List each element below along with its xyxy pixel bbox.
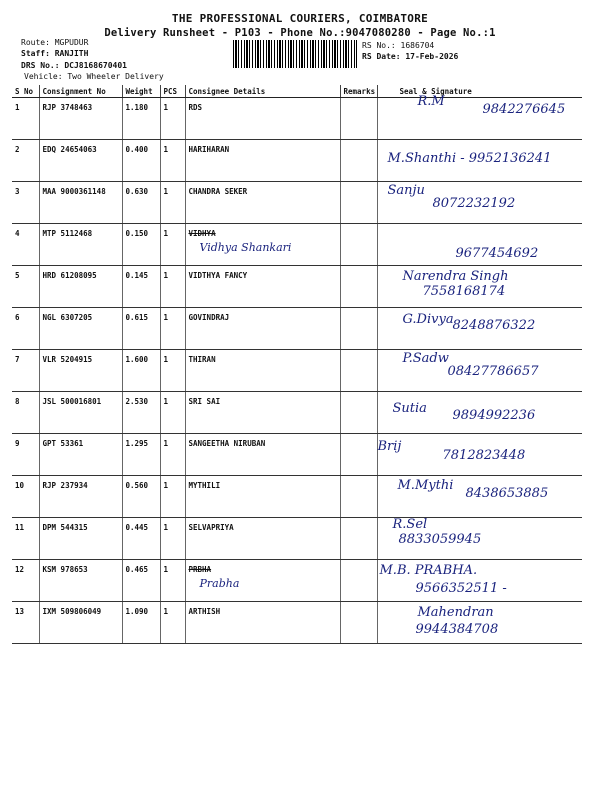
weight-cell [122, 182, 160, 224]
weight-cell-text: 1.090 [125, 607, 149, 616]
table-row [12, 476, 582, 518]
handwritten-name: Vidhya Shankari [199, 241, 292, 254]
drs-number: DRS No.: DCJ8168670401 [21, 61, 127, 70]
sno-cell-text: 5 [15, 271, 20, 280]
consignment-cell-text: DPM 544315 [42, 523, 88, 532]
pcs-cell-text: 1 [163, 313, 169, 322]
route-text: Route: MGPUDUR [21, 38, 89, 47]
consignee-cell [185, 224, 340, 266]
consignee-cell [185, 602, 340, 644]
signature-cell [377, 224, 582, 266]
signature-cell [377, 476, 582, 518]
handwritten-phone: 08427786657 [447, 364, 539, 379]
consignee-cell-text: MYTHILI [188, 481, 221, 490]
consignment-cell-text: EDQ 24654063 [42, 145, 97, 154]
pcs-cell-text: 1 [163, 145, 169, 154]
weight-cell-text: 0.560 [125, 481, 149, 490]
consignment-cell [39, 518, 122, 560]
consignee-cell-text: PRBHA [188, 565, 212, 574]
handwritten-signature: Mahendran [417, 605, 494, 620]
remarks-cell [340, 518, 377, 560]
signature-cell [377, 350, 582, 392]
col-consignee: Consignee Details [185, 85, 340, 98]
pcs-cell [160, 518, 185, 560]
remarks-cell [340, 308, 377, 350]
pcs-cell [160, 140, 185, 182]
consignment-cell [39, 182, 122, 224]
handwritten-signature: M.Shanthi - 9952136241 [387, 151, 552, 166]
sno-cell [12, 476, 39, 518]
remarks-cell [340, 476, 377, 518]
consignee-cell [185, 518, 340, 560]
sno-cell [12, 98, 39, 140]
vehicle-text: Vehicle: Two Wheeler Delivery [24, 72, 164, 81]
table-row [12, 98, 582, 140]
pcs-cell [160, 476, 185, 518]
pcs-cell [160, 560, 185, 602]
consignment-cell [39, 434, 122, 476]
sno-cell-text: 10 [15, 481, 25, 490]
staff-text: Staff: RANJITH [21, 49, 89, 58]
table-row [12, 350, 582, 392]
pcs-cell [160, 182, 185, 224]
sno-cell [12, 140, 39, 182]
weight-cell-text: 0.465 [125, 565, 149, 574]
sno-cell [12, 350, 39, 392]
company-title: THE PROFESSIONAL COURIERS, COIMBATORE [171, 12, 429, 25]
col-remarks: Remarks [340, 85, 377, 98]
pcs-cell [160, 350, 185, 392]
sno-cell-text: 9 [15, 439, 20, 448]
consignee-cell [185, 560, 340, 602]
signature-cell [377, 518, 582, 560]
consignment-cell-text: MTP 5112468 [42, 229, 93, 238]
signature-cell [377, 602, 582, 644]
consignee-cell-text: CHANDRA SEKER [188, 187, 248, 196]
weight-cell [122, 392, 160, 434]
pcs-cell-text: 1 [163, 523, 169, 532]
weight-cell-text: 1.295 [125, 439, 149, 448]
weight-cell [122, 98, 160, 140]
consignment-cell-text: NGL 6307205 [42, 313, 93, 322]
handwritten-phone: 9842276645 [482, 102, 566, 117]
col-consignment: Consignment No [39, 85, 122, 98]
consignment-cell [39, 476, 122, 518]
remarks-cell [340, 602, 377, 644]
rs-number: RS No.: 1686704 [362, 41, 435, 50]
pcs-cell [160, 224, 185, 266]
col-weight: Weight [122, 85, 160, 98]
sno-cell [12, 434, 39, 476]
weight-cell-text: 1.600 [125, 355, 149, 364]
consignment-cell-text: RJP 237934 [42, 481, 88, 490]
remarks-cell [340, 140, 377, 182]
consignee-cell-text: SELVAPRIYA [188, 523, 234, 532]
pcs-cell [160, 392, 185, 434]
sno-cell [12, 266, 39, 308]
handwritten-signature: R.Sel [392, 517, 428, 532]
consignee-cell-text: GOVINDRAJ [188, 313, 230, 322]
handwritten-phone: 9944384708 [415, 622, 499, 637]
consignee-cell-text: VIDHYA [188, 229, 216, 238]
consignment-cell [39, 98, 122, 140]
sno-cell-text: 2 [15, 145, 20, 154]
consignment-cell [39, 392, 122, 434]
weight-cell-text: 0.400 [125, 145, 149, 154]
signature-cell [377, 140, 582, 182]
consignment-cell-text: JSL 500016801 [42, 397, 102, 406]
table-row [12, 182, 582, 224]
handwritten-name: Prabha [199, 577, 240, 590]
consignee-cell-text: RDS [188, 103, 203, 112]
weight-cell [122, 602, 160, 644]
handwritten-signature: Narendra Singh [402, 269, 509, 284]
consignment-cell-text: KSM 978653 [42, 565, 88, 574]
pcs-cell [160, 98, 185, 140]
handwritten-signature: R.M [417, 94, 445, 109]
consignee-cell-text: VIDTHYA FANCY [188, 271, 248, 280]
consignee-cell [185, 350, 340, 392]
table-row [12, 602, 582, 644]
consignee-cell-text: SANGEETHA NIRUBAN [188, 439, 266, 448]
handwritten-phone: 9566352511 - [415, 581, 507, 596]
weight-cell-text: 0.615 [125, 313, 149, 322]
sno-cell-text: 8 [15, 397, 20, 406]
signature-cell [377, 266, 582, 308]
consignment-cell-text: IXM 509806049 [42, 607, 102, 616]
remarks-cell [340, 392, 377, 434]
sno-cell [12, 560, 39, 602]
consignee-cell [185, 308, 340, 350]
sno-cell [12, 392, 39, 434]
pcs-cell [160, 266, 185, 308]
remarks-cell [340, 98, 377, 140]
weight-cell-text: 0.145 [125, 271, 149, 280]
consignee-cell [185, 476, 340, 518]
consignment-cell [39, 140, 122, 182]
pcs-cell-text: 1 [163, 187, 169, 196]
consignment-cell-text: RJP 3748463 [42, 103, 93, 112]
consignee-cell-text: ARTHISH [188, 607, 221, 616]
signature-cell [377, 434, 582, 476]
handwritten-signature: P.Sadw [402, 351, 449, 366]
signature-cell [377, 308, 582, 350]
remarks-cell [340, 182, 377, 224]
weight-cell [122, 308, 160, 350]
consignment-cell [39, 602, 122, 644]
rs-date: RS Date: 17-Feb-2026 [362, 52, 459, 61]
weight-cell-text: 1.180 [125, 103, 149, 112]
col-sno: S No [12, 85, 39, 98]
consignee-cell-text: HARIHARAN [188, 145, 230, 154]
weight-cell [122, 224, 160, 266]
weight-cell [122, 560, 160, 602]
col-signature: Seal & Signature [377, 85, 582, 98]
consignment-cell-text: GPT 53361 [42, 439, 84, 448]
sno-cell-text: 1 [15, 103, 20, 112]
consignment-cell [39, 224, 122, 266]
handwritten-phone: 8248876322 [452, 318, 536, 333]
pcs-cell-text: 1 [163, 271, 169, 280]
weight-cell [122, 518, 160, 560]
handwritten-phone: 7812823448 [442, 448, 526, 463]
remarks-cell [340, 224, 377, 266]
pcs-cell [160, 602, 185, 644]
pcs-cell-text: 1 [163, 481, 169, 490]
sno-cell-text: 11 [15, 523, 25, 532]
weight-cell-text: 0.445 [125, 523, 149, 532]
signature-cell [377, 392, 582, 434]
table-row [12, 560, 582, 602]
handwritten-signature: Brij [377, 439, 402, 454]
signature-cell [377, 560, 582, 602]
pcs-cell-text: 1 [163, 355, 169, 364]
remarks-cell [340, 434, 377, 476]
consignee-cell [185, 266, 340, 308]
consignment-cell [39, 308, 122, 350]
table-row [12, 140, 582, 182]
pcs-cell [160, 434, 185, 476]
consignee-cell-text: SRI SAI [188, 397, 221, 406]
consignment-cell [39, 266, 122, 308]
handwritten-signature: M.B. PRABHA. [379, 563, 478, 578]
signature-cell [377, 94, 582, 140]
table-row [12, 266, 582, 308]
sno-cell [12, 602, 39, 644]
consignment-cell [39, 560, 122, 602]
weight-cell [122, 266, 160, 308]
consignment-cell-text: MAA 9000361148 [42, 187, 106, 196]
consignment-cell-text: HRD 61208095 [42, 271, 97, 280]
table-row [12, 308, 582, 350]
sno-cell [12, 308, 39, 350]
sno-cell-text: 12 [15, 565, 25, 574]
table-row [12, 392, 582, 434]
pcs-cell-text: 1 [163, 607, 169, 616]
weight-cell [122, 434, 160, 476]
consignment-cell-text: VLR 5204915 [42, 355, 93, 364]
pcs-cell-text: 1 [163, 229, 169, 238]
pcs-cell-text: 1 [163, 103, 169, 112]
pcs-cell-text: 1 [163, 397, 169, 406]
handwritten-phone: 8438653885 [465, 486, 549, 501]
sno-cell-text: 7 [15, 355, 20, 364]
sno-cell-text: 13 [15, 607, 25, 616]
weight-cell [122, 476, 160, 518]
consignee-cell [185, 392, 340, 434]
remarks-cell [340, 266, 377, 308]
pcs-cell [160, 308, 185, 350]
sno-cell-text: 4 [15, 229, 20, 238]
consignee-cell [185, 140, 340, 182]
signature-cell [377, 182, 582, 224]
handwritten-phone: 7558168174 [422, 284, 506, 299]
handwritten-signature: 9677454692 [455, 246, 539, 261]
handwritten-phone: 8072232192 [432, 196, 516, 211]
pcs-cell-text: 1 [163, 565, 169, 574]
handwritten-signature: G.Divya [402, 312, 454, 327]
weight-cell [122, 350, 160, 392]
barcode-image [233, 40, 357, 68]
runsheet-subtitle: Delivery Runsheet - P103 - Phone No.:9047080280 - Page No.:1 [104, 27, 496, 39]
sno-cell [12, 224, 39, 266]
sno-cell [12, 518, 39, 560]
weight-cell-text: 0.150 [125, 229, 149, 238]
handwritten-phone: 8833059945 [398, 532, 482, 547]
weight-cell [122, 140, 160, 182]
table-row [12, 224, 582, 266]
remarks-cell [340, 560, 377, 602]
handwritten-phone: 9894992236 [452, 408, 536, 423]
runsheet-table [12, 85, 582, 644]
consignee-cell [185, 434, 340, 476]
consignee-cell [185, 98, 340, 140]
remarks-cell [340, 350, 377, 392]
table-row [12, 518, 582, 560]
consignee-cell-text: THIRAN [188, 355, 216, 364]
col-pcs: PCS [160, 85, 185, 98]
pcs-cell-text: 1 [163, 439, 169, 448]
weight-cell-text: 0.630 [125, 187, 149, 196]
handwritten-signature: Sanju [387, 183, 425, 198]
consignee-cell [185, 182, 340, 224]
table-header-row [12, 85, 582, 98]
weight-cell-text: 2.530 [125, 397, 149, 406]
sno-cell-text: 3 [15, 187, 20, 196]
handwritten-signature: Sutia [392, 401, 427, 416]
sno-cell-text: 6 [15, 313, 20, 322]
handwritten-signature: M.Mythi [397, 478, 454, 493]
table-row [12, 434, 582, 476]
sno-cell [12, 182, 39, 224]
consignment-cell [39, 350, 122, 392]
